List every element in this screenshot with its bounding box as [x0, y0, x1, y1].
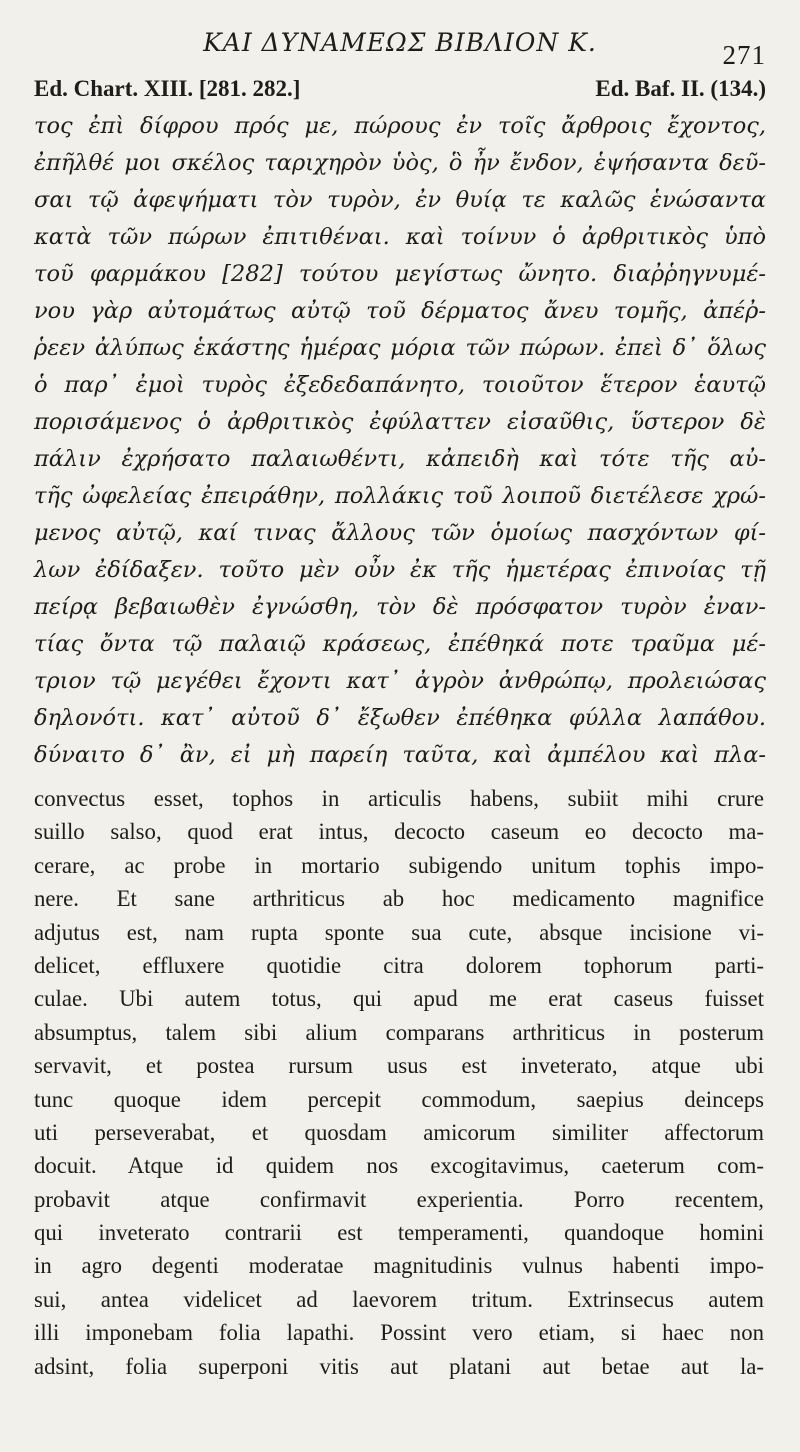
latin-text-line: nere. Et sane arthriticus ab hoc medicamento magnifice	[34, 886, 764, 912]
latin-text-line: in agro degenti moderatae magnitudinis vulnus habenti impo-	[34, 1253, 764, 1279]
greek-text-line: τριον τῷ μεγέθει ἔχοντι κατ᾽ ἀγρὸν ἀνθρώπῳ, προλειώσας	[34, 668, 766, 694]
greek-text-line: λων ἐδίδαξεν. τοῦτο μὲν οὖν ἐκ τῆς ἡμετέρας ἐπινοίας τῇ	[34, 557, 766, 583]
greek-text-line: τίας ὄντα τῷ παλαιῷ κράσεως, ἐπέθηκά ποτε τραῦμα μέ-	[34, 631, 766, 657]
greek-text-line: δηλονότι. κατ᾽ αὐτοῦ δ᾽ ἔξωθεν ἐπέθηκα φύλλα λαπάθου.	[34, 705, 766, 731]
greek-text-line: τοῦ φαρμάκου [282] τούτου μεγίστως ὤνητο. διαῤῥηγνυμέ-	[34, 261, 766, 287]
latin-text-line: uti perseverabat, et quosdam amicorum similiter affectorum	[34, 1119, 764, 1145]
latin-text-line: suillo salso, quod erat intus, decocto caseum eo decocto ma-	[34, 819, 764, 845]
latin-text-line: illi imponebam folia lapathi. Possint vero etiam, si haec non	[34, 1320, 764, 1346]
latin-text-line: servavit, et postea rursum usus est inveterato, atque ubi	[34, 1053, 764, 1079]
greek-text-line: ῥεεν ἀλύπως ἑκάστης ἡμέρας μόρια τῶν πώρων. ἐπεὶ δ᾽ ὅλως	[34, 335, 766, 361]
latin-text-line: sui, antea videlicet ad laevorem tritum. Extrinsecus autem	[34, 1286, 764, 1312]
greek-text-line: κατὰ τῶν πώρων ἐπιτιθέναι. καὶ τοίνυν ὁ ἀρθριτικὸς ὑπὸ	[34, 224, 766, 250]
running-title: ΚΑΙ ΔΥΝΑΜΕΩΣ ΒΙΒΛΙΟΝ Κ.	[203, 28, 597, 57]
greek-text-line: σαι τῷ ἀφεψήματι τὸν τυρὸν, ἐν θυίᾳ τε καλῶς ἑνώσαντα	[34, 187, 766, 213]
latin-text-line: convectus esset, tophos in articulis habens, subiit mihi crure	[34, 786, 764, 811]
latin-text-line: probavit atque confirmavit experientia. Porro recentem,	[34, 1186, 764, 1212]
edition-reference-line	[34, 76, 766, 102]
edition-reference-chartier: Ed. Chart. XIII. [281. 282.]	[34, 76, 301, 101]
latin-text-line: adjutus est, nam rupta sponte sua cute, absque incisione vi-	[34, 919, 764, 945]
greek-text-line: τος ἐπὶ δίφρου πρός με, πώρους ἐν τοῖς ἄρθροις ἔχοντος,	[34, 113, 766, 139]
latin-text-block	[34, 782, 764, 1383]
page-number: 271	[722, 40, 766, 70]
latin-text-line: cerare, ac probe in mortario subigendo unitum tophis impo-	[34, 852, 764, 878]
greek-text-line: τῆς ὠφελείας ἐπειράθην, πολλάκις τοῦ λοιποῦ διετέλεσε χρώ-	[34, 483, 766, 509]
latin-text-line: culae. Ubi autem totus, qui apud me erat caseus fuisset	[34, 986, 764, 1012]
latin-text-line: qui inveterato contrarii est temperamenti, quandoque homini	[34, 1220, 764, 1246]
greek-text-line: πείρᾳ βεβαιωθὲν ἐγνώσθη, τὸν δὲ πρόσφατον τυρὸν ἐναν-	[34, 594, 766, 620]
greek-text-line: πορισάμενος ὁ ἀρθριτικὸς ἐφύλαττεν εἰσαῦθις, ὕστερον δὲ	[34, 409, 766, 435]
greek-text-line: δύναιτο δ᾽ ἂν, εἰ μὴ παρείη ταῦτα, καὶ ἀμπέλου καὶ πλα-	[34, 742, 766, 768]
greek-text-line: ἐπῆλθέ μοι σκέλος ταριχηρὸν ὑὸς, ὃ ἦν ἔνδον, ἑψήσαντα δεῦ-	[34, 150, 766, 176]
greek-text-line: πάλιν ἐχρήσατο παλαιωθέντι, κἀπειδὴ καὶ τότε τῆς αὐ-	[34, 446, 766, 472]
edition-reference-basel: Ed. Baf. II. (134.)	[595, 76, 766, 101]
greek-text-block	[34, 108, 766, 774]
latin-text-line: docuit. Atque id quidem nos excogitavimus, caeterum com-	[34, 1153, 764, 1179]
greek-text-line: ὁ παρ᾽ ἐμοὶ τυρὸς ἐξεδεδαπάνητο, τοιοῦτον ἕτερον ἑαυτῷ	[34, 372, 766, 398]
latin-text-line: adsint, folia superponi vitis aut platani aut betae aut la-	[34, 1353, 764, 1379]
latin-text-line: delicet, effluxere quotidie citra dolorem tophorum parti-	[34, 952, 764, 978]
greek-text-line: μενος αὐτῷ, καί τινας ἄλλους τῶν ὁμοίως πασχόντων φί-	[34, 520, 766, 546]
latin-text-line: tunc quoque idem percepit commodum, saepius deinceps	[34, 1086, 764, 1112]
greek-text-line: νου γὰρ αὐτομάτως αὐτῷ τοῦ δέρματος ἄνευ τομῆς, ἀπέῤ-	[34, 298, 766, 324]
latin-text-line: absumptus, talem sibi alium comparans arthriticus in posterum	[34, 1019, 764, 1045]
